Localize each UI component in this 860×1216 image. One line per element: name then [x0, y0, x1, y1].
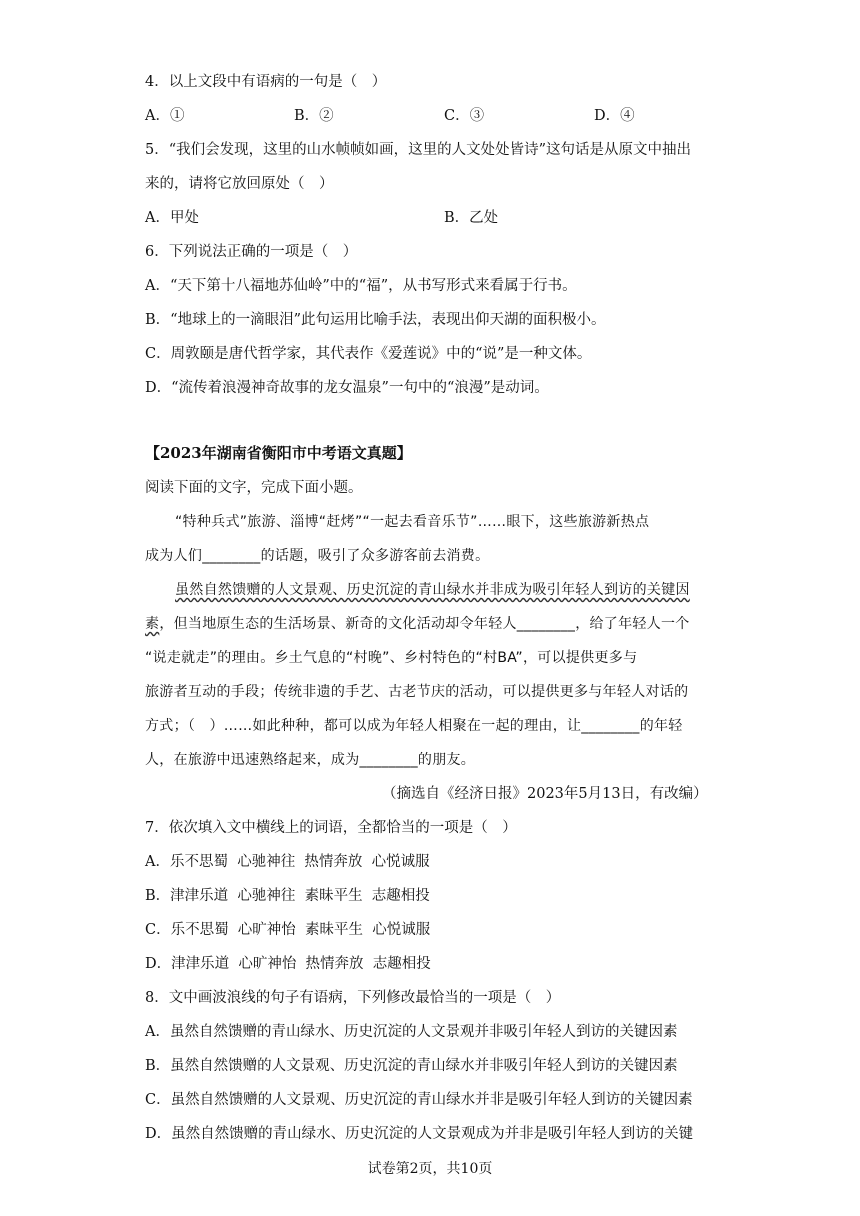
question-4-option-c: C．③	[444, 108, 485, 124]
wavy-underlined-sentence-part1: 虽然自然馈赠的人文景观、历史沉淀的青山绿水并非成为吸引年轻人到访的关键因	[175, 582, 690, 598]
passage-p2-line1	[175, 580, 690, 600]
question-8-stem: 8．文中画波浪线的句子有语病，下列修改最恰当的一项是（ ）	[145, 990, 561, 1006]
passage-p2-line2	[145, 614, 690, 634]
section-title: 【2023年湖南省衡阳市中考语文真题】	[145, 444, 412, 462]
passage-p1-line1: “特种兵式”旅游、淄博“赶烤”“一起去看音乐节”……眼下，这些旅游新热点	[175, 514, 650, 530]
question-8-option-b: B．虽然自然馈赠的人文景观、历史沉淀的青山绿水并非吸引年轻人到访的关键因素	[145, 1058, 678, 1074]
question-4-option-d: D．④	[594, 108, 635, 124]
question-7-option-d: D．津津乐道 心旷神怡 热情奔放 志趣相投	[145, 956, 431, 972]
question-8-option-d: D．虽然自然馈赠的青山绿水、历史沉淀的人文景观成为并非是吸引年轻人到访的关键	[145, 1126, 694, 1142]
question-5-stem-line1: 5．“我们会发现，这里的山水帧帧如画，这里的人文处处皆诗”这句话是从原文中抽出	[145, 142, 692, 158]
question-7-option-b: B．津津乐道 心驰神往 素昧平生 志趣相投	[145, 888, 430, 904]
question-6-stem: 6．下列说法正确的一项是（ ）	[145, 244, 358, 260]
passage-p2-line3: “说走就走”的理由。乡土气息的“村晚”、乡村特色的“村BA”，可以提供更多与	[145, 650, 638, 666]
question-8-option-c: C．虽然自然馈赠的人文景观、历史沉淀的青山绿水并非是吸引年轻人到访的关键因素	[145, 1092, 693, 1108]
page-footer: 试卷第2页，共10页	[367, 1161, 493, 1177]
question-5-stem-line2: 来的，请将它放回原处（ ）	[145, 176, 334, 192]
question-5-option-b: B．乙处	[444, 210, 499, 226]
question-7-stem: 7．依次填入文中横线上的词语，全都恰当的一项是（ ）	[145, 820, 517, 836]
passage-p1-line2: 成为人们________的话题，吸引了众多游客前去消费。	[145, 548, 490, 564]
question-6-option-d: D．“流传着浪漫神奇故事的龙女温泉”一句中的“浪漫”是动词。	[145, 380, 549, 396]
question-5-option-a: A．甲处	[145, 210, 199, 226]
question-6-option-c: C．周敦颐是唐代哲学家，其代表作《爱莲说》中的“说”是一种文体。	[145, 346, 592, 362]
wavy-underlined-sentence-part2: 素	[145, 616, 160, 632]
question-4-stem: 4．以上文段中有语病的一句是（ ）	[145, 74, 387, 90]
passage-p2-line5: 方式；（ ）……如此种种，都可以成为年轻人相聚在一起的理由，让________的年轻	[145, 718, 683, 734]
passage-source: （摘选自《经济日报》2023年5月13日，有改编）	[382, 786, 708, 802]
question-6-option-a: A．“天下第十八福地苏仙岭”中的“福”，从书写形式来看属于行书。	[145, 278, 577, 294]
section-instruction: 阅读下面的文字，完成下面小题。	[145, 480, 363, 496]
question-7-option-a: A．乐不思蜀 心驰神往 热情奔放 心悦诚服	[145, 854, 430, 870]
question-8-option-a: A．虽然自然馈赠的青山绿水、历史沉淀的人文景观并非吸引年轻人到访的关键因素	[145, 1024, 678, 1040]
passage-p2-line2-rest: ，但当地原生态的生活场景、新奇的文化活动却令年轻人________，给了年轻人一个	[159, 616, 690, 632]
passage-p2-line4: 旅游者互动的手段；传统非遗的手艺、古老节庆的活动，可以提供更多与年轻人对话的	[145, 684, 689, 700]
passage-p2-line6: 人，在旅游中迅速熟络起来，成为________的朋友。	[145, 752, 476, 768]
question-4-option-b: B．②	[294, 108, 334, 124]
question-6-option-b: B．“地球上的一滴眼泪”此句运用比喻手法，表现出仰天湖的面积极小。	[145, 312, 606, 328]
question-4-option-a: A．①	[145, 108, 185, 124]
question-7-option-c: C．乐不思蜀 心旷神怡 素昧平生 心悦诚服	[145, 922, 431, 938]
